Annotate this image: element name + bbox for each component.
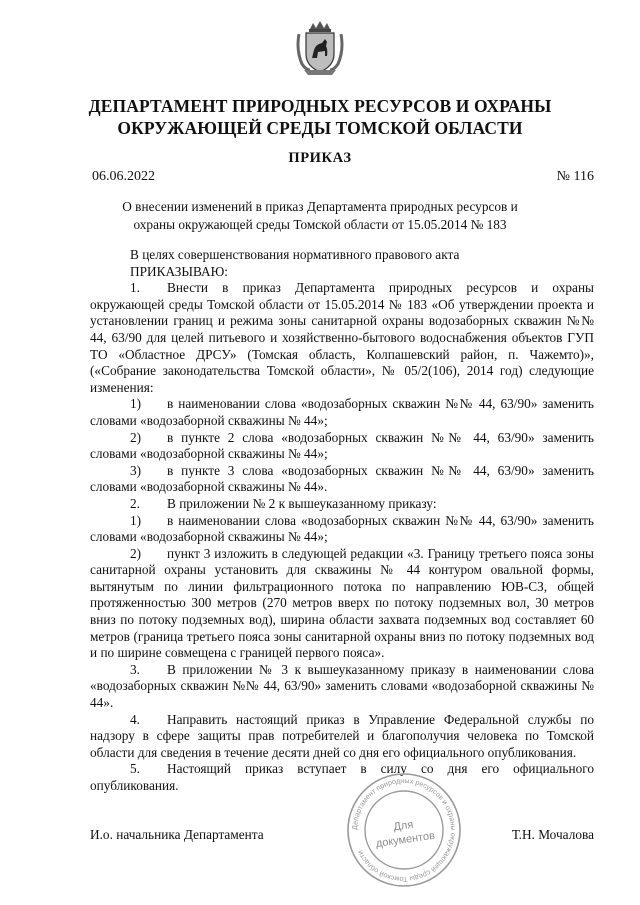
body-paragraph: [90, 463, 594, 496]
body-paragraph: [90, 761, 594, 794]
document-subject: О внесении изменений в приказ Департамента природных ресурсов и охраны окружающей среды Томской области от 15.05.2014 № 183: [122, 199, 518, 232]
signatory-position: И.о. начальника Департамента: [90, 827, 264, 842]
paragraph-text: в пункте 2 слова «водозаборных скважин №№ 44, 63/90» заменить словами «водозаборной скважины № 44»;: [90, 429, 594, 462]
paragraph-number: 1): [130, 396, 142, 412]
paragraph-text: В приложении № 2 к вышеуказанному приказу:: [167, 495, 437, 511]
body-paragraph: [90, 430, 594, 463]
official-stamp: [345, 771, 463, 889]
org-name-line-2: ОКРУЖАЮЩЕЙ СРЕДЫ ТОМСКОЙ ОБЛАСТИ: [117, 118, 523, 138]
paragraph-text: В приложении № 3 к вышеуказанному приказу в наименовании слова «водозаборных скважин №№ 44, 63/90» заменить словами «водозаборной скважины № 44».: [90, 661, 594, 711]
paragraph-number: 4.: [130, 711, 140, 727]
body-paragraph: [90, 247, 594, 264]
stamp-center-line-1: Для: [392, 818, 415, 834]
paragraph-number: 2): [130, 429, 142, 445]
body-paragraph: [90, 496, 594, 513]
document-number: № 116: [556, 169, 594, 184]
body-paragraph: [90, 546, 594, 662]
body-paragraph: [90, 513, 594, 546]
body-paragraph: [90, 280, 594, 396]
paragraph-text: в наименовании слова «водозаборных скважин №№ 44, 63/90» заменить словами «водозаборной скважины № 44»;: [90, 512, 594, 545]
paragraph-text: Внести в приказ Департамента природных ресурсов и охраны окружающей среды Томской области от 15.05.2014 № 183 «Об утверждении проекта и установлении границ и режима зоны санитарной охраны водозаборных скважин №№ 44, 63/90 для целей питьевого и хозяйственно-бытового водоснабжения объектов ГУП ТО «Областное ДРСУ» (Томская область, Колпашевский район, п. Чажемто)», («Собрание законодательства Томской области», № 05/2(106), 2014 год) следующие изменения:: [90, 280, 594, 395]
paragraph-number: 2.: [130, 495, 140, 511]
paragraph-number: 1.: [130, 280, 140, 296]
paragraph-number: 3.: [130, 661, 140, 677]
paragraph-text: В целях совершенствования нормативного правового акта: [130, 247, 460, 262]
document-title: ПРИКАЗ: [288, 150, 352, 166]
document-body: [90, 247, 594, 795]
tomsk-region-coat-of-arms-icon: [296, 20, 344, 76]
org-name-line-1: ДЕПАРТАМЕНТ ПРИРОДНЫХ РЕСУРСОВ И ОХРАНЫ: [88, 96, 552, 116]
coat-of-arms-emblem: [296, 20, 344, 76]
paragraph-text: пункт 3 изложить в следующей редакции «3. Границу третьего пояса зоны санитарной охраны установить для скважины № 44 контуром овальной формы, вытянутым по линии фильтрационного потока по направлению ЮВ-СЗ, общей протяженностью 300 метров (270 метров вверх по потоку подземных вол, 30 метров вниз по потоку подземных вод), ширина области захвата подземных вод составляет 60 метров (граница третьего пояса зоны санитарной охраны вниз по потоку подземных вод и по ширине совмещена с границей первого пояса».: [90, 545, 594, 661]
paragraph-text: ПРИКАЗЫВАЮ:: [130, 263, 228, 279]
body-paragraph: [90, 264, 594, 281]
signatory-name: Т.Н. Мочалова: [511, 827, 594, 842]
paragraph-number: 2): [130, 545, 142, 561]
paragraph-text: Направить настоящий приказ в Управление Федеральной службы по надзору в сфере защиты прав потребителей и благополучия человека по Томской области для сведения в течение десяти дней со дня его официального опубликования.: [90, 711, 594, 760]
body-paragraph: [90, 396, 594, 429]
body-paragraph: [90, 662, 594, 712]
paragraph-number: 5.: [130, 761, 140, 777]
paragraph-number: 3): [130, 462, 142, 478]
paragraph-number: 1): [130, 512, 142, 528]
paragraph-text: Настоящий приказ вступает в силу со дня его официального опубликования.: [90, 761, 594, 793]
paragraph-text: в пункте 3 слова «водозаборных скважин №№ 44, 63/90» заменить словами «водозаборной скважины № 44».: [90, 462, 594, 495]
document-date: 06.06.2022: [92, 169, 155, 184]
stamp-center-line-2: документов: [375, 829, 436, 850]
paragraph-text: в наименовании слова «водозаборных скважин №№ 44, 63/90» заменить словами «водозаборной скважины № 44»;: [90, 396, 594, 428]
stamp-ring-text: Департамент природных ресурсов и охраны окружающей среды Томской области: [349, 775, 459, 885]
body-paragraph: [90, 712, 594, 762]
